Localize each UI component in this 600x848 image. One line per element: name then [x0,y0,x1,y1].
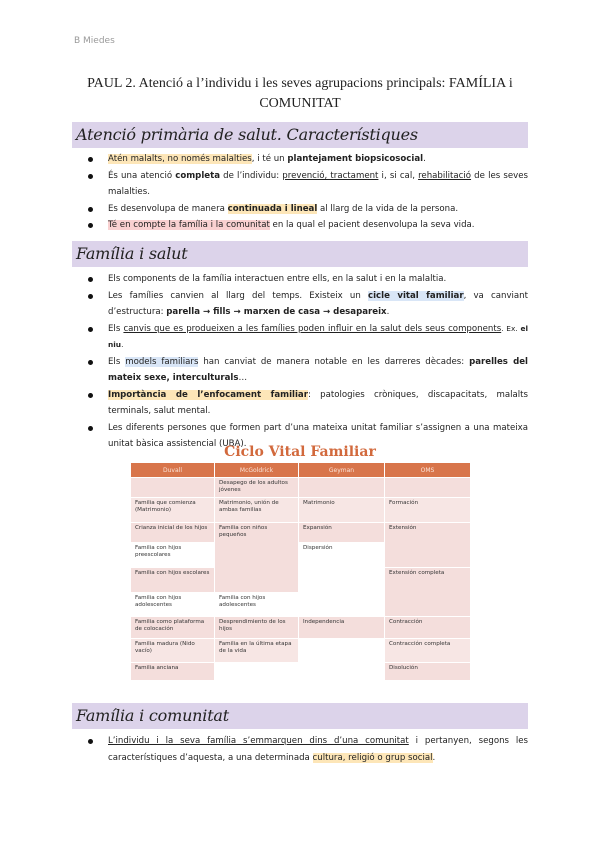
table-cell: Familia con niños pequeños [215,523,299,593]
section-heading-comunitat: Família i comunitat [72,703,528,729]
text: de l’individu: [220,170,283,181]
table-cell: Dispersión [299,543,385,617]
family-cycle-table [130,462,471,681]
page-title: PAUL 2. Atenció a l’individu i les seves agrupacions principals: FAMÍLIA i COMUNITAT [87,76,513,111]
bullet-icon [88,360,93,365]
underlined-text: prevenció, tractament [282,170,379,181]
text: : patologies cròniques, discapacitats, malalts terminals, salut mental. [108,389,528,416]
list-item [86,271,528,288]
comunitat-list [86,733,528,766]
text: És una atenció [108,170,176,181]
underlined-text: canvis que es produeixen a les famílies poden influir en la salut dels seus components [123,323,502,334]
text: , i té un [251,154,288,164]
highlight-text: continuada i lineal [227,203,318,214]
underlined-text: L’individu i la seva família s’emmarquen dins d’una comunitat [108,736,409,746]
table-cell [131,478,215,498]
list-item [86,733,528,766]
highlight-text: Atén malalts, no només malalties [108,154,252,164]
text: i, si cal, [378,170,419,181]
table-cell: Formación [385,498,471,523]
table-cell: Independencia [299,617,385,639]
table-cell [215,663,299,681]
list-item [86,354,528,387]
familia-list [86,271,528,453]
bold-text: completa [175,170,221,181]
highlight-text: cultura, religió o grup social [312,752,433,763]
table-cell: Familia con hijos escolares [131,568,215,593]
table-cell: Familia como plataforma de colocación [131,617,215,639]
text: Els [108,356,126,367]
text: Es desenvolupa de manera [108,203,228,214]
column-header: Geyman [299,463,385,478]
highlight-text: Importància de l’enfocament familiar [108,389,308,400]
table-cell: Familia con hijos adolescentes [215,593,299,617]
table-cell: Desprendimiento de los hijos [215,617,299,639]
underlined-text: rehabilitació [418,170,472,181]
table-cell [385,478,471,498]
bullet-icon [88,157,93,162]
table-cell: Extensión [385,523,471,568]
text: . [432,752,436,763]
bullet-icon [88,174,93,179]
highlight-text: Té en compte la família i la comunitat [108,220,270,230]
text: de les seves malalties. [108,170,528,197]
author-name: B Miedes [74,36,115,46]
bullet-icon [88,327,93,332]
table-cell: Familia que comienza (Matrimonio) [131,498,215,523]
table-cell: Contracción [385,617,471,639]
chart-title: Ciclo Vital Familiar [224,444,376,460]
table-cell: Desapego de los adultos jóvenes [215,478,299,498]
list-item [86,288,528,321]
list-item [86,151,528,168]
list-item [86,387,528,420]
bullet-icon [88,393,93,398]
highlight-text: models familiars [125,356,199,367]
bullet-icon [88,207,93,212]
list-item [86,201,528,218]
text: . [121,340,124,349]
bullet-icon [88,223,93,228]
column-header: McGoldrick [215,463,299,478]
table-cell: Disolución [385,663,471,681]
table-cell: Crianza inicial de los hijos [131,523,215,543]
text: . Ex. [501,323,521,333]
text: en la qual el pacient desenvolupa la seva vida. [269,220,475,230]
text: , va canviant d’estructura: [108,290,528,317]
text: Els [108,323,124,334]
table-cell [299,639,385,681]
table-cell: Familia con hijos preescolares [131,543,215,568]
text: han canviat de manera notable en les darreres dècades: [198,356,470,367]
table-cell: Expansión [299,523,385,543]
table-cell: Matrimonio [299,498,385,523]
table-cell: Extensión completa [385,568,471,617]
text: Les diferents persones que formen part d’una mateixa unitat familiar s’assignen a una mateixa unitat bàsica assistencial (UBA). [108,422,528,449]
bold-text: plantejament biopsicosocial [287,154,424,164]
text: Les famílies canvien al llarg del temps. Existeix un [108,290,368,301]
bold-text: parelles del mateix sexe, interculturals [108,356,528,383]
column-header: Duvall [131,463,215,478]
text: . [423,154,426,164]
text: … [238,373,248,383]
bullet-icon [88,294,93,299]
highlight-text: cicle vital familiar [368,290,464,301]
bullet-icon [88,426,93,431]
list-item [86,168,528,201]
table-cell: Familia en la última etapa de la vida [215,639,299,663]
list-item [86,321,528,354]
text: . [386,307,390,317]
list-item [86,217,528,234]
table-cell: Contracción completa [385,639,471,663]
table-cell: Matrimonio, unión de ambas familias [215,498,299,523]
bullet-icon [88,739,93,744]
section-heading-atencio: Atenció primària de salut. Característiques [72,122,528,148]
atencio-list [86,151,528,234]
table-cell: Familia anciana [131,663,215,681]
table-cell: Familia con hijos adolescentes [131,593,215,617]
bold-text: el niu [108,323,528,349]
text: Els components de la família interactuen entre ells, en la salut i en la malaltia. [108,274,447,284]
bullet-icon [88,277,93,282]
column-header: OMS [385,463,471,478]
text: i pertanyen, segons les característiques d’aquesta, a una determinada [108,736,528,763]
section-heading-familia: Família i salut [72,241,528,267]
text: al llarg de la vida de la persona. [317,203,459,214]
bold-text: parella → fills → marxen de casa → desapareix [166,307,387,317]
table-cell [299,478,385,498]
table-cell: Familia madura (Nido vacío) [131,639,215,663]
